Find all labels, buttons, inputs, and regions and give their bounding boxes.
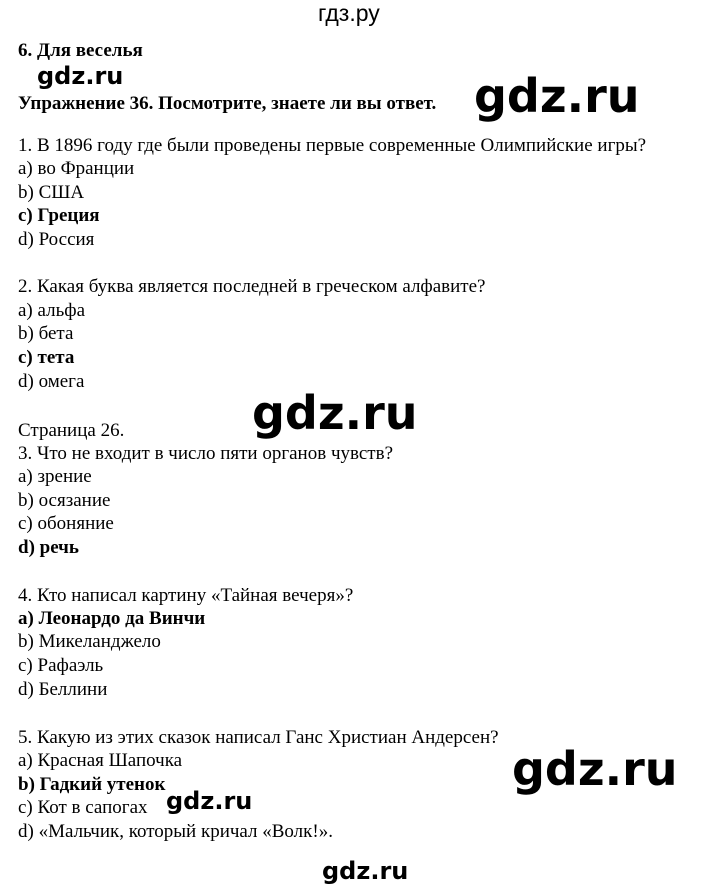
answer-option: a) Красная Шапочка: [18, 750, 183, 771]
answer-option: d) Россия: [18, 229, 95, 250]
question-text: 2. Какая буква является последней в греческом алфавите?: [18, 276, 486, 297]
answer-option: c) Рафаэль: [18, 655, 104, 676]
answer-option: b) США: [18, 182, 85, 203]
question-text: 3. Что не входит в число пяти органов чувств?: [18, 443, 393, 464]
answer-option: d) Беллини: [18, 679, 108, 700]
watermark: gdz.ru: [252, 386, 418, 440]
correct-answer-option: b) Гадкий утенок: [18, 774, 166, 795]
question-text: 4. Кто написал картину «Тайная вечеря»?: [18, 585, 354, 606]
correct-answer-option: a) Леонардо да Винчи: [18, 608, 206, 629]
correct-answer-option: c) Греция: [18, 205, 100, 226]
answer-option: b) бета: [18, 323, 74, 344]
answer-option: c) обоняние: [18, 513, 114, 534]
watermark: gdz.ru: [322, 857, 409, 885]
watermark: gdz.ru: [512, 742, 678, 796]
answer-option: d) «Мальчик, который кричал «Волк!».: [18, 821, 333, 842]
answer-option: b) Микеланджело: [18, 631, 161, 652]
watermark: gdz.ru: [470, 69, 644, 123]
page-note: Страница 26.: [18, 420, 125, 441]
answer-option: a) во Франции: [18, 158, 135, 179]
answer-option: d) омега: [18, 371, 85, 392]
answer-option: c) Кот в сапогах: [18, 797, 148, 818]
question-text: 1. В 1896 году где были проведены первые современные Олимпийские игры?: [18, 135, 647, 156]
answer-option: a) альфа: [18, 300, 86, 321]
section-title: 6. Для веселья: [18, 40, 143, 61]
watermark: gdz.ru: [166, 787, 253, 815]
site-header: гдз.ру: [318, 0, 380, 26]
question-text: 5. Какую из этих сказок написал Ганс Христиан Андерсен?: [18, 727, 499, 748]
correct-answer-option: c) тета: [18, 347, 75, 368]
exercise-title: Упражнение 36. Посмотрите, знаете ли вы ответ.: [18, 93, 437, 114]
answer-option: b) осязание: [18, 490, 111, 511]
correct-answer-option: d) речь: [18, 537, 79, 558]
answer-option: a) зрение: [18, 466, 92, 487]
watermark: gdz.ru: [37, 62, 124, 90]
